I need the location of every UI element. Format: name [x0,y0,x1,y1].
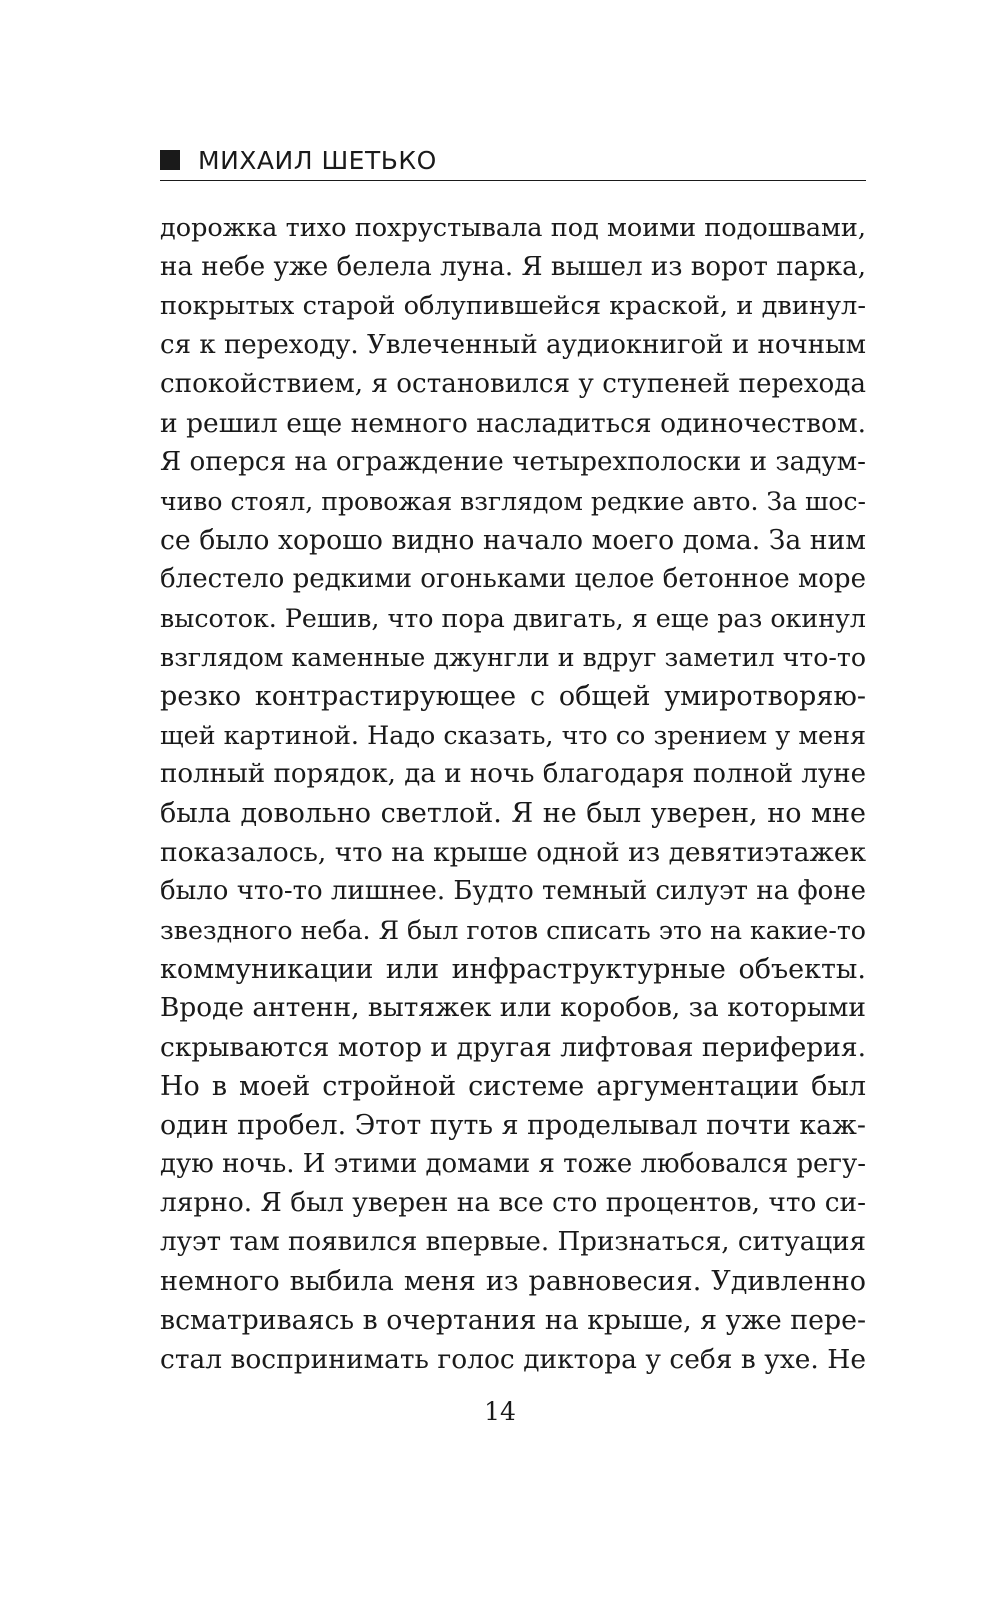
header-divider [160,180,866,181]
text-line: взглядом каменные джунгли и вдруг заметил что-то [160,643,866,672]
text-line: чиво стоял, провожая взглядом редкие авто. За шос- [160,487,866,516]
author-name: МИХАИЛ ШЕТЬКО [198,146,437,175]
text-line: показалось, что на крыше одной из девятиэтажек [160,837,866,868]
text-line: Я оперся на ограждение четырехполоски и задум- [160,447,866,477]
text-line: высоток. Решив, что пора двигать, я еще раз окинул [160,604,866,633]
text-line: Но в моей стройной системе аргументации был [160,1071,866,1102]
text-line: один пробел. Этот путь я проделывал почти каж- [160,1110,866,1141]
page-body-text [160,209,866,1379]
text-line: щей картиной. Надо сказать, что со зрением у меня [160,720,866,750]
text-line: скрываются мотор и другая лифтовая периферия. [160,1032,866,1063]
text-line: лярно. Я был уверен на все сто процентов, что си- [160,1188,866,1218]
text-line: резко контрастирующее с общей умиротворяю- [160,681,866,712]
running-header [160,146,866,176]
header-square-marker [160,150,180,170]
text-line: полный порядок, да и ночь благодаря полной луне [160,759,866,789]
text-line: дую ночь. И этими домами я тоже любовался регу- [160,1149,866,1179]
text-line: коммуникации или инфраструктурные объекты. [160,954,866,985]
text-line: блестело редкими огоньками целое бетонное море [160,564,866,594]
text-line: немного выбила меня из равновесия. Удивленно [160,1266,866,1297]
text-line: стал воспринимать голос диктора у себя в ухе. Не [160,1344,866,1375]
text-line: спокойствием, я остановился у ступеней перехода [160,369,866,399]
text-line: всматриваясь в очертания на крыше, я уже пере- [160,1305,866,1336]
text-line: луэт там появился впервые. Признаться, ситуация [160,1227,866,1257]
text-line: и решил еще немного насладиться одиночеством. [160,408,866,439]
text-line: дорожка тихо похрустывала под моими подошвами, [160,213,866,243]
text-line: было что-то лишнее. Будто темный силуэт на фоне [160,876,866,906]
text-line: се было хорошо видно начало моего дома. За ним [160,525,866,556]
text-line: на небе уже белела луна. Я вышел из ворот парка, [160,252,866,282]
text-line: покрытых старой облупившейся краской, и двинул- [160,291,866,321]
text-line: была довольно светлой. Я не был уверен, но мне [160,798,866,829]
page-number: 14 [484,1397,516,1426]
text-line: Вроде антенн, вытяжек или коробов, за которыми [160,993,866,1023]
text-line: ся к переходу. Увлеченный аудиокнигой и ночным [160,330,866,360]
text-line: звездного неба. Я был готов списать это на какие-то [160,916,866,945]
